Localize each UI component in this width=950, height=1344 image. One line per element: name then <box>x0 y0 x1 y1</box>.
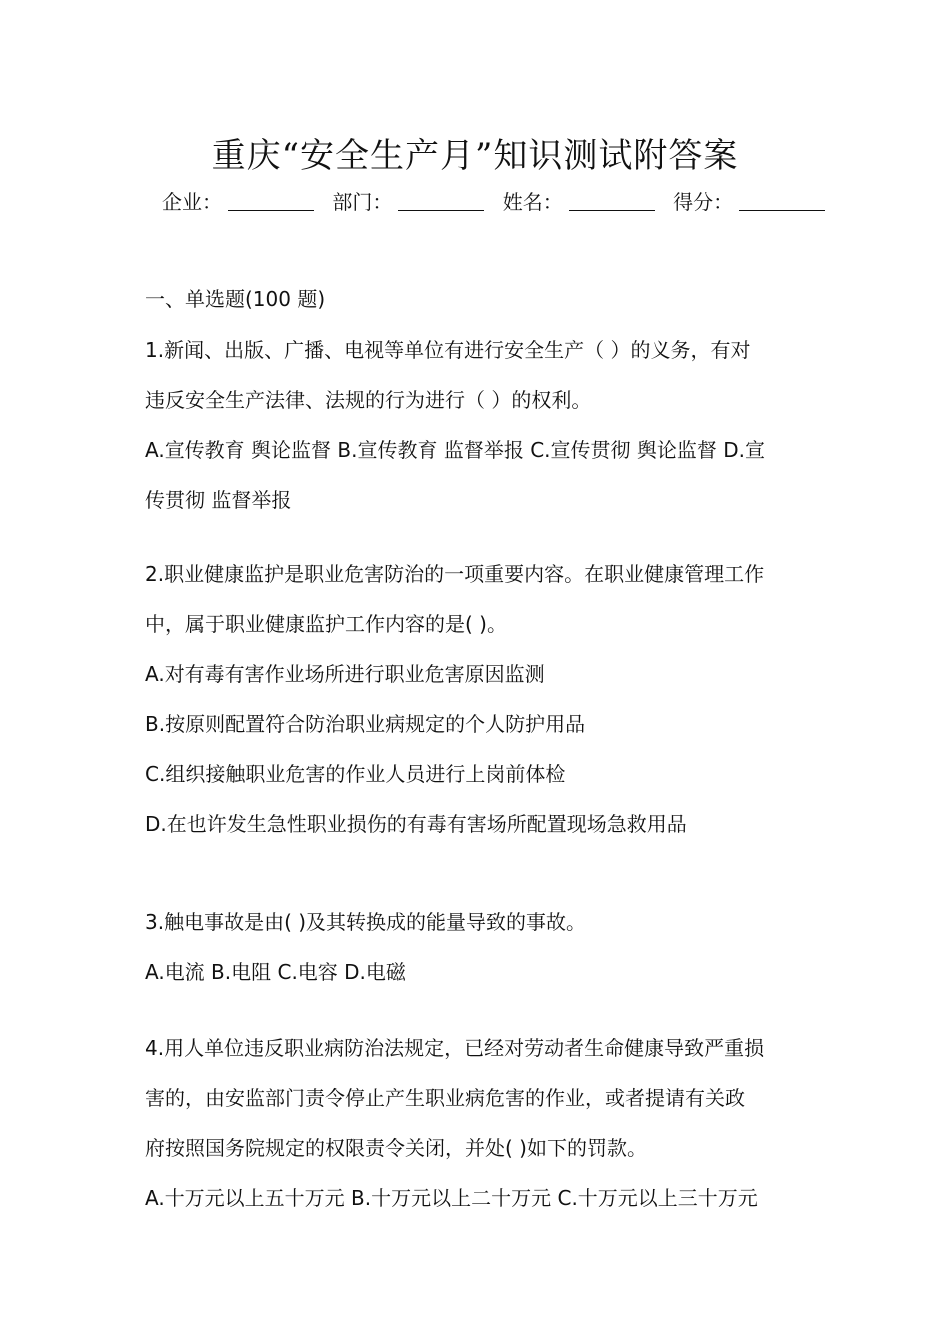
name-blank <box>569 190 655 211</box>
name-label: 姓名： <box>502 190 563 214</box>
header-info-row <box>162 186 837 215</box>
question-1-line-1: 1.新闻、出版、广播、电视等单位有进行安全生产（ ）的义务，有对 <box>145 338 751 362</box>
question-1-options-line-1: A.宣传教育 舆论监督 B.宣传教育 监督举报 C.宣传贯彻 舆论监督 D.宣 <box>145 438 765 462</box>
question-1-options-line-2: 传贯彻 监督举报 <box>145 488 292 512</box>
company-blank <box>228 190 314 211</box>
question-2-option-b: B.按原则配置符合防治职业病规定的个人防护用品 <box>145 712 586 736</box>
question-2-line-2: 中，属于职业健康监护工作内容的是( )。 <box>145 612 507 636</box>
document-title: 重庆“安全生产月”知识测试附答案 <box>211 136 739 176</box>
question-4-line-1: 4.用人单位违反职业病防治法规定，已经对劳动者生命健康导致严重损 <box>145 1036 765 1060</box>
question-4-options: A.十万元以上五十万元 B.十万元以上二十万元 C.十万元以上三十万元 <box>145 1186 758 1210</box>
score-label: 得分： <box>673 190 734 214</box>
question-2-option-d: D.在也许发生急性职业损伤的有毒有害场所配置现场急救用品 <box>145 812 687 836</box>
question-4-line-3: 府按照国务院规定的权限责令关闭，并处( )如下的罚款。 <box>145 1136 647 1160</box>
question-2-option-a: A.对有毒有害作业场所进行职业危害原因监测 <box>145 662 545 686</box>
question-4-line-2: 害的，由安监部门责令停止产生职业病危害的作业，或者提请有关政 <box>145 1086 745 1110</box>
department-label: 部门： <box>332 190 393 214</box>
question-2-option-c: C.组织接触职业危害的作业人员进行上岗前体检 <box>145 762 566 786</box>
question-1-line-2: 违反安全生产法律、法规的行为进行（ ）的权利。 <box>145 388 592 412</box>
question-2-line-1: 2.职业健康监护是职业危害防治的一项重要内容。在职业健康管理工作 <box>145 562 765 586</box>
question-3-options: A.电流 B.电阻 C.电容 D.电磁 <box>145 960 406 984</box>
department-blank <box>398 190 484 211</box>
section-heading: 一、单选题(100 题) <box>145 287 326 311</box>
score-blank <box>739 190 825 211</box>
question-3-line-1: 3.触电事故是由( )及其转换成的能量导致的事故。 <box>145 910 587 934</box>
company-label: 企业： <box>162 190 222 214</box>
